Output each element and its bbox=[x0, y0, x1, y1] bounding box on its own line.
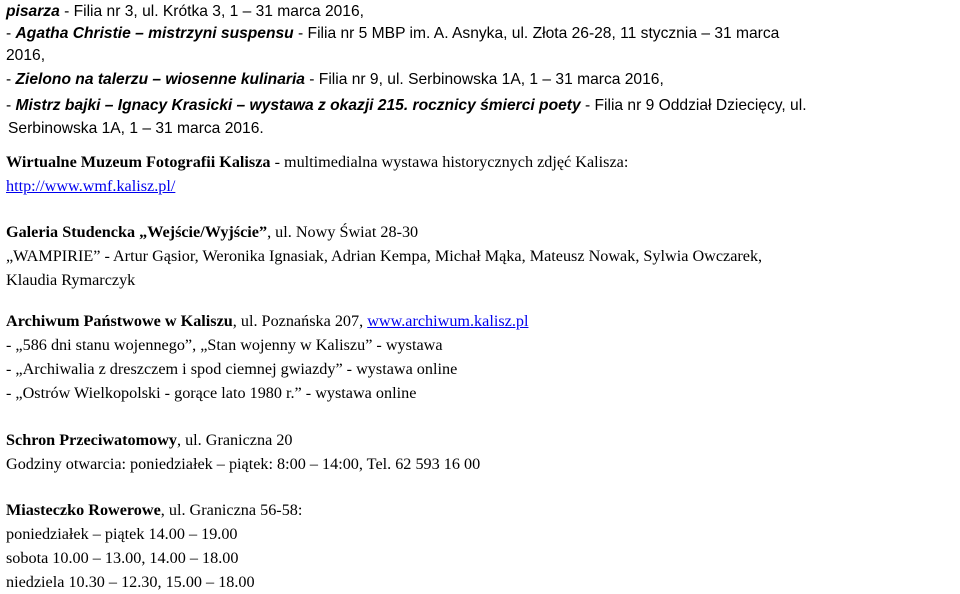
miasteczko-address: , ul. Graniczna 56-58: bbox=[160, 501, 303, 519]
archiwum-item: - „Ostrów Wielkopolski - gorące lato 1980 r.” - wystawa online bbox=[6, 384, 417, 402]
event-title: Zielono na talerzu – wiosenne kulinaria bbox=[15, 71, 305, 88]
galeria-heading bbox=[6, 222, 418, 242]
event-details: - Filia nr 3, ul. Krótka 3, 1 – 31 marca 2016, bbox=[59, 3, 364, 20]
galeria-event: „WAMPIRIE” - Artur Gąsior, Weronika Ignasiak, Adrian Kempa, Michał Mąka, Mateusz Nowak, Sylwia Owczarek, bbox=[6, 247, 763, 265]
event-line: - Agatha Christie – mistrzyni suspensu - Filia nr 5 MBP im. A. Asnyka, ul. Złota 26-28, 11 stycznia – 31 marca bbox=[6, 25, 780, 42]
event-line-continued: 2016, bbox=[6, 47, 46, 64]
miasteczko-hours: poniedziałek – piątek 14.00 – 19.00 bbox=[6, 525, 238, 543]
event-details: - Filia nr 9, ul. Serbinowska 1A, 1 – 31 marca 2016, bbox=[304, 71, 664, 88]
archiwum-name: Archiwum Państwowe w Kaliszu bbox=[6, 312, 233, 330]
wmf-description: - multimedialna wystawa historycznych zdjęć Kalisza: bbox=[270, 153, 629, 171]
wmf-link-line bbox=[6, 176, 175, 196]
event-details: - Filia nr 9 Oddział Dziecięcy, ul. bbox=[580, 97, 807, 114]
miasteczko-hours: sobota 10.00 – 13.00, 14.00 – 18.00 bbox=[6, 549, 239, 567]
miasteczko-heading bbox=[6, 500, 302, 520]
wmf-heading bbox=[6, 152, 628, 172]
event-line-continued: Serbinowska 1A, 1 – 31 marca 2016. bbox=[8, 120, 264, 137]
archiwum-item: - „Archiwalia z dreszczem i spod ciemnej gwiazdy” - wystawa online bbox=[6, 360, 458, 378]
event-title: pisarza bbox=[6, 3, 60, 20]
archiwum-item: - „586 dni stanu wojennego”, „Stan wojenny w Kaliszu” - wystawa bbox=[6, 336, 443, 354]
schron-heading bbox=[6, 430, 293, 450]
event-line: - Mistrz bajki – Ignacy Krasicki – wystawa z okazji 215. rocznicy śmierci poety - Filia nr 9 Oddział Dziecięcy, ul. bbox=[6, 97, 807, 114]
schron-hours: Godziny otwarcia: poniedziałek – piątek: 8:00 – 14:00, Tel. 62 593 16 00 bbox=[6, 455, 481, 473]
schron-name: Schron Przeciwatomowy bbox=[6, 431, 177, 449]
wmf-link[interactable]: http://www.wmf.kalisz.pl/ bbox=[6, 177, 176, 195]
event-details: - Filia nr 5 MBP im. A. Asnyka, ul. Złota 26-28, 11 stycznia – 31 marca bbox=[293, 25, 780, 42]
event-title: Agatha Christie – mistrzyni suspensu bbox=[15, 25, 294, 42]
miasteczko-name: Miasteczko Rowerowe bbox=[6, 501, 161, 519]
galeria-name: Galeria Studencka „Wejście/Wyjście” bbox=[6, 223, 268, 241]
wmf-name: Wirtualne Muzeum Fotografii Kalisza bbox=[6, 153, 271, 171]
event-line bbox=[6, 2, 364, 22]
galeria-address: , ul. Nowy Świat 28-30 bbox=[267, 223, 419, 241]
archiwum-link[interactable]: www.archiwum.kalisz.pl bbox=[367, 312, 529, 330]
archiwum-address: , ul. Poznańska 207, bbox=[232, 312, 368, 330]
miasteczko-hours: niedziela 10.30 – 12.30, 15.00 – 18.00 bbox=[6, 573, 255, 591]
schron-address: , ul. Graniczna 20 bbox=[176, 431, 293, 449]
event-line: - Zielono na talerzu – wiosenne kulinaria - Filia nr 9, ul. Serbinowska 1A, 1 – 31 marca 2016, bbox=[6, 71, 664, 88]
event-title: Mistrz bajki – Ignacy Krasicki – wystawa z okazji 215. rocznicy śmierci poety bbox=[15, 97, 581, 114]
archiwum-heading bbox=[6, 311, 528, 331]
galeria-event-continued: Klaudia Rymarczyk bbox=[6, 271, 136, 289]
